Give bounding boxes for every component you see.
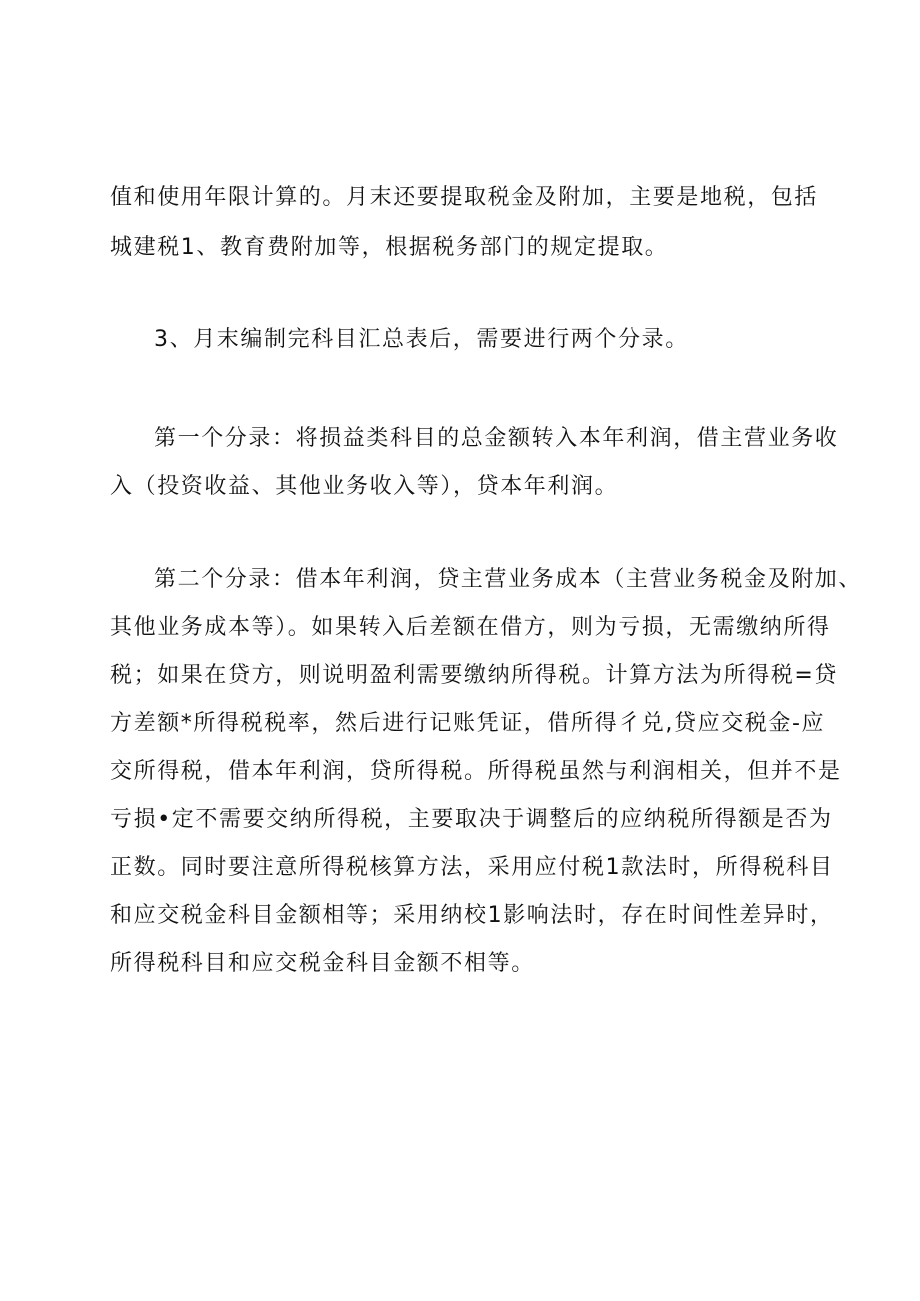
text-line: 交所得税，借本年利润，贷所得税。所得税虽然与利润相关，但并不是 bbox=[110, 759, 842, 784]
text-line: 正数。同时要注意所得税核算方法，采用应付税1款法时，所得税科目 bbox=[110, 855, 834, 880]
text-line: 入（投资收益、其他业务收入等），贷本年利润。 bbox=[110, 474, 619, 499]
text-line: 亏损•定不需要交纳所得税，主要取决于调整后的应纳税所得额是否为 bbox=[110, 807, 833, 832]
text-line: 所得税科目和应交税金科目金额不相等。 bbox=[110, 951, 535, 976]
text-line: 值和使用年限计算的。月末还要提取税金及附加，主要是地税，包括 bbox=[110, 185, 819, 210]
text-line: 和应交税金科目金额相等；采用纳校1影响法时，存在时间性差异时， bbox=[110, 903, 834, 928]
text-line: 其他业务成本等）。如果转入后差额在借方，则为亏损，无需缴纳所得 bbox=[110, 615, 831, 640]
text-line: 城建税1、教育费附加等，根据税务部门的规定提取。 bbox=[110, 235, 669, 260]
text-line: 第二个分录：借本年利润，贷主营业务成本（主营业务税金及附加、 bbox=[154, 567, 863, 592]
text-line: 税；如果在贷方，则说明盈利需要缴纳所得税。计算方法为所得税=贷 bbox=[110, 663, 839, 688]
text-line: 3、月末编制完科目汇总表后，需要进行两个分录。 bbox=[154, 327, 689, 352]
text-line: 方差额*所得税税率，然后进行记账凭证，借所得彳兑,贷应交税金-应 bbox=[110, 711, 826, 736]
text-line: 第一个分录：将损益类科目的总金额转入本年利润，借主营业务收 bbox=[154, 426, 839, 451]
